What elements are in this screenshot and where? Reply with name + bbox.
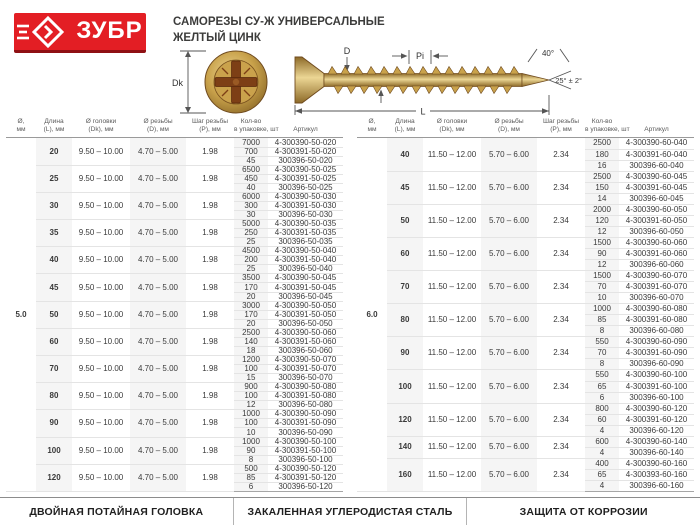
article-number: 4-300391-60-045 [619, 182, 694, 193]
article-number: 4-300391-50-045 [268, 283, 343, 292]
article-number: 300396-50-045 [268, 292, 343, 301]
article-number: 4-300391-50-070 [268, 365, 343, 374]
table-row [6, 464, 343, 473]
length-value: 100 [36, 437, 72, 464]
length-value: 90 [36, 410, 72, 437]
column-header: Шаг резьбы (P), мм [186, 118, 234, 138]
table-row [6, 437, 343, 446]
table-row [6, 301, 343, 310]
head-diameter-value: 9.50 – 10.00 [72, 464, 130, 491]
table-row [357, 304, 694, 315]
article-number: 4-300390-60-160 [619, 458, 694, 469]
column-header: Артикул [268, 118, 343, 138]
thread-diameter-value: 5.70 – 6.00 [481, 237, 537, 270]
pack-quantity: 30 [234, 210, 268, 219]
article-number: 4-300391-50-035 [268, 229, 343, 238]
pack-quantity: 550 [585, 370, 619, 381]
brand-logo [14, 13, 146, 53]
article-number: 300396-60-160 [619, 480, 694, 491]
thread-diameter-value: 4.70 – 5.00 [130, 247, 186, 274]
article-number: 300396-60-100 [619, 392, 694, 403]
article-number: 300396-50-090 [268, 428, 343, 437]
column-header: Артикул [619, 118, 694, 138]
thread-diameter-value: 4.70 – 5.00 [130, 220, 186, 247]
feature-double-countersunk-head: ДВОЙНАЯ ПОТАЙНАЯ ГОЛОВКА [29, 505, 204, 518]
pack-quantity: 16 [585, 160, 619, 171]
pack-quantity: 65 [585, 469, 619, 480]
pack-quantity: 20 [234, 319, 268, 328]
article-number: 4-300391-60-100 [619, 381, 694, 392]
article-number: 4-300390-50-035 [268, 220, 343, 229]
thread-pitch-value: 2.34 [537, 237, 585, 270]
label-length: L [420, 106, 426, 117]
article-number: 4-300391-50-120 [268, 473, 343, 482]
pack-quantity: 1200 [234, 355, 268, 364]
thread-diameter-value: 5.70 – 6.00 [481, 337, 537, 370]
pack-quantity: 70 [585, 282, 619, 293]
article-number: 300396-50-035 [268, 238, 343, 247]
length-value: 80 [36, 383, 72, 410]
length-value: 30 [36, 192, 72, 219]
article-number: 300396-60-090 [619, 359, 694, 370]
pack-quantity: 200 [234, 256, 268, 265]
pack-quantity: 4 [585, 447, 619, 458]
screw-shaft [324, 74, 522, 87]
pack-quantity: 8 [234, 455, 268, 464]
pack-quantity: 1000 [234, 437, 268, 446]
pack-quantity: 140 [234, 337, 268, 346]
thread-pitch-value: 1.98 [186, 192, 234, 219]
pack-quantity: 40 [234, 183, 268, 192]
article-number: 4-300390-50-030 [268, 192, 343, 201]
pack-quantity: 600 [585, 436, 619, 447]
thread-diameter-value: 4.70 – 5.00 [130, 437, 186, 464]
thread-pitch-value: 1.98 [186, 355, 234, 382]
head-diameter-value: 9.50 – 10.00 [72, 437, 130, 464]
head-diameter-value: 9.50 – 10.00 [72, 247, 130, 274]
length-value: 45 [387, 171, 423, 204]
table-row [357, 403, 694, 414]
article-number: 4-300390-50-020 [268, 138, 343, 147]
length-value: 90 [387, 337, 423, 370]
label-shaft-diameter: D [343, 46, 351, 56]
article-number: 4-300390-60-050 [619, 204, 694, 215]
pack-quantity: 4 [585, 480, 619, 491]
screw-head [295, 57, 324, 103]
article-number: 300396-50-120 [268, 482, 343, 491]
article-number: 4-300390-50-080 [268, 383, 343, 392]
thread-pitch-value: 1.98 [186, 464, 234, 491]
pack-quantity: 12 [585, 226, 619, 237]
article-number: 4-300391-50-025 [268, 174, 343, 183]
pack-quantity: 300 [234, 201, 268, 210]
article-number: 4-300391-50-020 [268, 147, 343, 156]
pack-quantity: 45 [234, 156, 268, 165]
article-number: 4-300390-50-025 [268, 165, 343, 174]
thread-diameter-value: 5.70 – 6.00 [481, 271, 537, 304]
screw-top-view [172, 46, 274, 118]
pack-quantity: 3500 [234, 274, 268, 283]
pack-quantity: 6 [234, 482, 268, 491]
article-number: 4-300391-50-090 [268, 419, 343, 428]
length-value: 50 [36, 301, 72, 328]
pack-quantity: 12 [234, 401, 268, 410]
thread-pitch-value: 1.98 [186, 383, 234, 410]
pack-quantity: 2000 [585, 204, 619, 215]
pack-quantity: 100 [234, 365, 268, 374]
article-number: 300396-60-060 [619, 259, 694, 270]
article-number: 4-300390-60-140 [619, 436, 694, 447]
pack-quantity: 180 [585, 149, 619, 160]
thread-diameter-value: 4.70 – 5.00 [130, 192, 186, 219]
head-diameter-value: 11.50 – 12.00 [423, 403, 481, 436]
article-number: 4-300393-60-160 [619, 469, 694, 480]
column-header: Кол-во в упаковке, шт [585, 118, 619, 138]
pack-quantity: 500 [234, 464, 268, 473]
feature-corrosion-protection: ЗАЩИТА ОТ КОРРОЗИИ [466, 498, 700, 525]
thread-diameter-value: 4.70 – 5.00 [130, 328, 186, 355]
pack-quantity: 5000 [234, 220, 268, 229]
table-row [357, 436, 694, 447]
pack-quantity: 25 [234, 238, 268, 247]
thread-pitch-value: 2.34 [537, 138, 585, 171]
pack-quantity: 2500 [585, 171, 619, 182]
article-number: 4-300390-50-045 [268, 274, 343, 283]
pack-quantity: 6500 [234, 165, 268, 174]
article-number: 300396-50-050 [268, 319, 343, 328]
article-number: 4-300390-50-050 [268, 301, 343, 310]
length-value: 50 [387, 204, 423, 237]
pack-quantity: 14 [585, 193, 619, 204]
head-diameter-value: 11.50 – 12.00 [423, 304, 481, 337]
pack-quantity: 1000 [585, 304, 619, 315]
length-value: 80 [387, 304, 423, 337]
head-diameter-value: 9.50 – 10.00 [72, 220, 130, 247]
column-header: Ø резьбы (D), мм [130, 118, 186, 138]
thread-diameter-value: 4.70 – 5.00 [130, 274, 186, 301]
article-number: 300396-50-070 [268, 374, 343, 383]
article-number: 4-300390-50-060 [268, 328, 343, 337]
table-row [357, 458, 694, 469]
pack-quantity: 20 [234, 292, 268, 301]
screw-tip [522, 74, 549, 87]
pack-quantity: 6000 [234, 192, 268, 201]
article-number: 4-300391-50-100 [268, 446, 343, 455]
article-number: 4-300390-50-070 [268, 355, 343, 364]
pack-quantity: 120 [585, 215, 619, 226]
head-diameter-value: 9.50 – 10.00 [72, 301, 130, 328]
column-header: Длина (L), мм [36, 118, 72, 138]
pack-quantity: 2500 [585, 138, 619, 149]
head-diameter-value: 11.50 – 12.00 [423, 204, 481, 237]
screw-diagram [172, 46, 582, 118]
table-row [357, 337, 694, 348]
thread-diameter-value: 4.70 – 5.00 [130, 383, 186, 410]
diameter-value: 5.0 [6, 138, 36, 492]
length-value: 60 [387, 237, 423, 270]
article-number: 4-300391-60-070 [619, 282, 694, 293]
article-number: 4-300390-50-040 [268, 247, 343, 256]
head-diameter-value: 9.50 – 10.00 [72, 138, 130, 165]
label-head-diameter: Dk [172, 78, 183, 88]
pack-quantity: 4500 [234, 247, 268, 256]
length-value: 140 [387, 436, 423, 458]
thread-diameter-value: 4.70 – 5.00 [130, 464, 186, 491]
page-title-line1: САМОРЕЗЫ СУ-Ж УНИВЕРСАЛЬНЫЕ [173, 16, 385, 28]
thread-pitch-value: 2.34 [537, 271, 585, 304]
pack-quantity: 170 [234, 283, 268, 292]
pack-quantity: 100 [234, 419, 268, 428]
article-number: 4-300390-60-100 [619, 370, 694, 381]
page-title-line2: ЖЕЛТЫЙ ЦИНК [173, 31, 261, 44]
thread-pitch-value: 2.34 [537, 458, 585, 491]
pack-quantity: 250 [234, 229, 268, 238]
table-row [6, 328, 343, 337]
article-number: 300396-60-045 [619, 193, 694, 204]
length-value: 70 [387, 271, 423, 304]
length-value: 25 [36, 165, 72, 192]
article-number: 4-300390-60-045 [619, 171, 694, 182]
thread-pitch-value: 1.98 [186, 410, 234, 437]
diameter-value: 6.0 [357, 138, 387, 492]
spec-table-5mm [6, 118, 343, 492]
pack-quantity: 60 [585, 414, 619, 425]
thread-pitch-value: 1.98 [186, 247, 234, 274]
thread-diameter-value: 4.70 – 5.00 [130, 355, 186, 382]
article-number: 300396-50-030 [268, 210, 343, 219]
article-number: 300396-50-080 [268, 401, 343, 410]
pack-quantity: 85 [585, 315, 619, 326]
table-row [357, 171, 694, 182]
head-diameter-value: 11.50 – 12.00 [423, 337, 481, 370]
table-row [357, 204, 694, 215]
pack-quantity: 90 [234, 446, 268, 455]
thread-pitch-value: 1.98 [186, 165, 234, 192]
pack-quantity: 18 [234, 346, 268, 355]
thread-pitch-value: 1.98 [186, 328, 234, 355]
thread-pitch-value: 1.98 [186, 437, 234, 464]
pack-quantity: 1500 [585, 271, 619, 282]
pack-quantity: 10 [234, 428, 268, 437]
pack-quantity: 1000 [234, 410, 268, 419]
length-value: 120 [36, 464, 72, 491]
article-number: 300396-60-070 [619, 293, 694, 304]
pack-quantity: 4 [585, 425, 619, 436]
pack-quantity: 550 [585, 337, 619, 348]
article-number: 300396-60-120 [619, 425, 694, 436]
article-number: 300396-50-040 [268, 265, 343, 274]
pack-quantity: 450 [234, 174, 268, 183]
head-diameter-value: 11.50 – 12.00 [423, 370, 481, 403]
thread-pitch-value: 2.34 [537, 436, 585, 458]
head-diameter-value: 9.50 – 10.00 [72, 410, 130, 437]
table-row [6, 138, 343, 147]
head-diameter-value: 9.50 – 10.00 [72, 165, 130, 192]
column-header: Шаг резьбы (P), мм [537, 118, 585, 138]
length-value: 20 [36, 138, 72, 165]
pack-quantity: 3000 [234, 301, 268, 310]
article-number: 4-300391-50-030 [268, 201, 343, 210]
label-head-angle: 40° [541, 49, 555, 58]
article-number: 4-300391-60-060 [619, 248, 694, 259]
column-header: Ø головки (Dk), мм [423, 118, 481, 138]
pack-quantity: 8 [585, 326, 619, 337]
length-value: 160 [387, 458, 423, 491]
thread-pitch-value: 2.34 [537, 304, 585, 337]
article-number: 4-300390-50-120 [268, 464, 343, 473]
article-number: 300396-60-040 [619, 160, 694, 171]
thread-diameter-value: 5.70 – 6.00 [481, 403, 537, 436]
pack-quantity: 150 [585, 182, 619, 193]
article-number: 4-300391-50-080 [268, 392, 343, 401]
pack-quantity: 800 [585, 403, 619, 414]
thread-diameter-value: 4.70 – 5.00 [130, 138, 186, 165]
thread-pitch-value: 2.34 [537, 171, 585, 204]
table-row [357, 370, 694, 381]
pack-quantity: 90 [585, 248, 619, 259]
length-value: 70 [36, 355, 72, 382]
length-value: 45 [36, 274, 72, 301]
article-number: 4-300390-60-090 [619, 337, 694, 348]
thread-diameter-value: 5.70 – 6.00 [481, 204, 537, 237]
column-header: Кол-во в упаковке, шт [234, 118, 268, 138]
page-title [173, 13, 385, 46]
spec-tables [6, 118, 694, 492]
table-row [357, 138, 694, 149]
pack-quantity: 900 [234, 383, 268, 392]
thread-diameter-value: 5.70 – 6.00 [481, 304, 537, 337]
head-diameter-value: 11.50 – 12.00 [423, 271, 481, 304]
thread-diameter-value: 4.70 – 5.00 [130, 301, 186, 328]
thread-pitch-value: 2.34 [537, 337, 585, 370]
column-header: Ø головки (Dk), мм [72, 118, 130, 138]
article-number: 4-300391-50-040 [268, 256, 343, 265]
thread-pitch-value: 2.34 [537, 370, 585, 403]
column-header: Длина (L), мм [387, 118, 423, 138]
article-number: 4-300390-50-090 [268, 410, 343, 419]
thread-pitch-value: 1.98 [186, 274, 234, 301]
pack-quantity: 170 [234, 310, 268, 319]
article-number: 4-300391-50-060 [268, 337, 343, 346]
article-number: 300396-50-025 [268, 183, 343, 192]
thread-pitch-value: 1.98 [186, 138, 234, 165]
pack-quantity: 2500 [234, 328, 268, 337]
pack-quantity: 700 [234, 147, 268, 156]
feature-footer [0, 497, 700, 525]
table-row [6, 274, 343, 283]
pack-quantity: 12 [585, 259, 619, 270]
feature-hardened-carbon-steel: ЗАКАЛЕННАЯ УГЛЕРОДИСТАЯ СТАЛЬ [233, 498, 467, 525]
thread-diameter-value: 5.70 – 6.00 [481, 436, 537, 458]
length-value: 40 [387, 138, 423, 171]
article-number: 4-300391-60-120 [619, 414, 694, 425]
article-number: 4-300390-50-100 [268, 437, 343, 446]
pack-quantity: 100 [234, 392, 268, 401]
column-header: Ø резьбы (D), мм [481, 118, 537, 138]
article-number: 4-300390-60-060 [619, 237, 694, 248]
article-number: 300396-60-080 [619, 326, 694, 337]
table-row [357, 237, 694, 248]
pack-quantity: 6 [585, 392, 619, 403]
head-diameter-value: 11.50 – 12.00 [423, 436, 481, 458]
pack-quantity: 400 [585, 458, 619, 469]
pack-quantity: 1500 [585, 237, 619, 248]
thread-pitch-value: 2.34 [537, 204, 585, 237]
table-row [357, 271, 694, 282]
head-diameter-value: 9.50 – 10.00 [72, 274, 130, 301]
article-number: 4-300391-60-050 [619, 215, 694, 226]
table-row [6, 165, 343, 174]
column-header: Ø, мм [6, 118, 36, 138]
head-diameter-value: 9.50 – 10.00 [72, 383, 130, 410]
thread-diameter-value: 5.70 – 6.00 [481, 171, 537, 204]
thread-pitch-value: 1.98 [186, 220, 234, 247]
label-inner-pitch: Pi [415, 51, 425, 61]
article-number: 300396-60-140 [619, 447, 694, 458]
thread-diameter-value: 5.70 – 6.00 [481, 458, 537, 491]
thread-diameter-value: 4.70 – 5.00 [130, 165, 186, 192]
brand-arrow-icon [17, 15, 69, 49]
article-number: 4-300391-60-080 [619, 315, 694, 326]
length-value: 60 [36, 328, 72, 355]
column-header: Ø, мм [357, 118, 387, 138]
head-diameter-value: 11.50 – 12.00 [423, 458, 481, 491]
thread-diameter-value: 4.70 – 5.00 [130, 410, 186, 437]
article-number: 4-300390-60-070 [619, 271, 694, 282]
brand-name: ЗУБР [76, 16, 143, 44]
article-number: 4-300391-60-040 [619, 149, 694, 160]
length-value: 40 [36, 247, 72, 274]
length-value: 35 [36, 220, 72, 247]
pack-quantity: 85 [234, 473, 268, 482]
pack-quantity: 25 [234, 265, 268, 274]
pack-quantity: 7000 [234, 138, 268, 147]
article-number: 300396-50-060 [268, 346, 343, 355]
article-number: 4-300390-60-120 [619, 403, 694, 414]
article-number: 300396-60-050 [619, 226, 694, 237]
head-diameter-value: 11.50 – 12.00 [423, 171, 481, 204]
thread-pitch-value: 1.98 [186, 301, 234, 328]
head-diameter-value: 9.50 – 10.00 [72, 355, 130, 382]
thread-diameter-value: 5.70 – 6.00 [481, 138, 537, 171]
article-number: 4-300391-50-050 [268, 310, 343, 319]
pack-quantity: 15 [234, 374, 268, 383]
pack-quantity: 8 [585, 359, 619, 370]
article-number: 4-300391-60-090 [619, 348, 694, 359]
article-number: 4-300390-60-040 [619, 138, 694, 149]
pack-quantity: 10 [585, 293, 619, 304]
thread-diameter-value: 5.70 – 6.00 [481, 370, 537, 403]
screw-side-view [290, 45, 582, 119]
article-number: 300396-50-100 [268, 455, 343, 464]
spec-table-6mm [357, 118, 694, 492]
head-diameter-value: 11.50 – 12.00 [423, 237, 481, 270]
head-diameter-value: 9.50 – 10.00 [72, 328, 130, 355]
length-value: 100 [387, 370, 423, 403]
article-number: 300396-50-020 [268, 156, 343, 165]
pack-quantity: 65 [585, 381, 619, 392]
thread-pitch-value: 2.34 [537, 403, 585, 436]
head-diameter-value: 9.50 – 10.00 [72, 192, 130, 219]
label-point-angle: 25° ± 2° [555, 76, 582, 85]
article-number: 4-300390-60-080 [619, 304, 694, 315]
head-diameter-value: 11.50 – 12.00 [423, 138, 481, 171]
length-value: 120 [387, 403, 423, 436]
pack-quantity: 70 [585, 348, 619, 359]
